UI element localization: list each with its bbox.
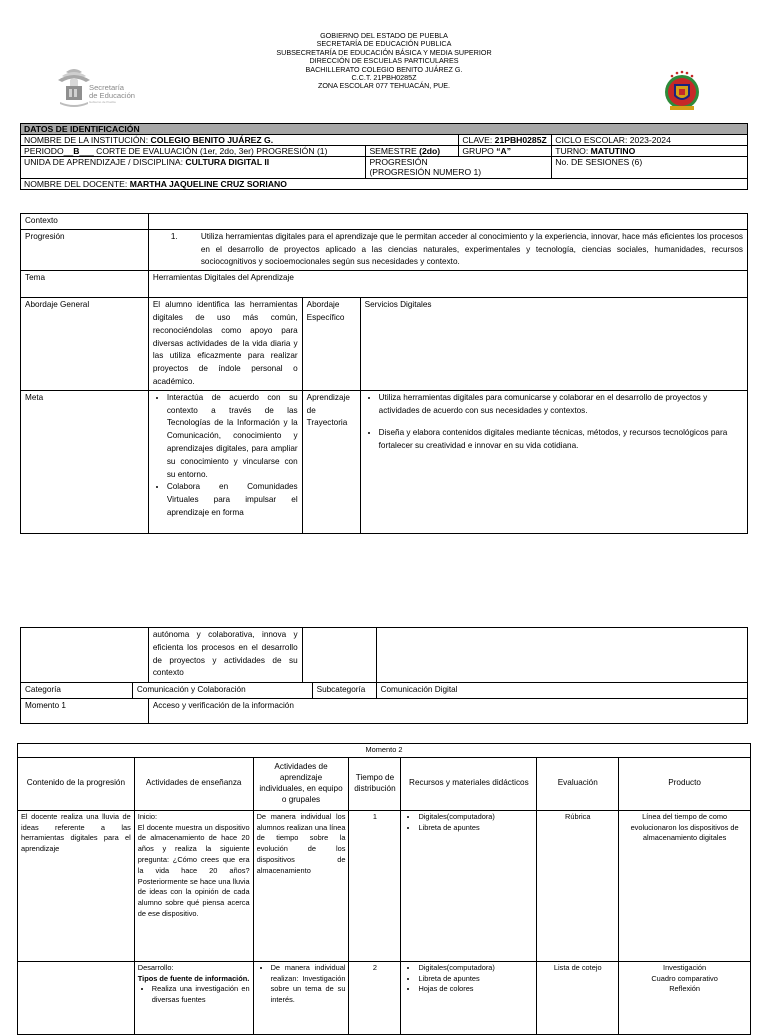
categoria-value: Comunicación y Colaboración	[132, 683, 312, 699]
subcategoria-label: Subcategoría	[312, 683, 376, 699]
grupo-cell: GRUPO “A”	[459, 146, 552, 157]
school-crest-icon	[660, 68, 704, 112]
context-table	[20, 213, 748, 534]
periodo-cell: PERIODO__B___ CORTE DE EVALUACIÓN (1er, 2do, 3er) PROGRESIÓN (1)	[21, 146, 366, 157]
header-line: ZONA ESCOLAR 077 TEHUACÁN, PUE.	[317, 81, 451, 91]
header-line: SUBSECRETARÍA DE EDUCACIÓN BÁSICA Y MEDIA SUPERIOR	[276, 47, 492, 57]
meta-continued: autónoma y colaborativa, innova y eficienta los procesos en el desarrollo de proyectos y actividades de su contexto	[148, 628, 302, 683]
col-header: Contenido de la progresión	[18, 757, 135, 810]
recursos-cell	[401, 961, 537, 1034]
ensenanza-cell: Desarrollo: Tipos de fuente de información. • Realiza una investigación en diversas fuentes	[134, 961, 253, 1034]
logo-subtext: Gobierno de Puebla	[89, 100, 116, 104]
tema-label: Tema	[21, 271, 149, 298]
header-line: C.C.T. 21PBH0285Z	[351, 73, 417, 83]
trayectoria-label: Aprendizaje de Trayectoria	[302, 390, 360, 533]
semestre-cell: SEMESTRE (2do)	[366, 146, 459, 157]
col-header: Actividades de enseñanza	[134, 757, 253, 810]
momento1-value: Acceso y verificación de la información	[148, 698, 747, 723]
header-line: SECRETARÍA DE EDUCACIÓN PUBLICA	[316, 39, 452, 49]
recursos-cell	[401, 810, 537, 961]
contexto-value	[148, 214, 747, 230]
producto-cell: Investigación Cuadro comparativo Reflexión	[619, 961, 751, 1034]
clave-cell: CLAVE: 21PBH0285Z	[459, 135, 552, 146]
secretaria-logo	[48, 64, 144, 110]
header-text	[200, 32, 568, 91]
momento1-label: Momento 1	[21, 698, 149, 723]
trayectoria-item: • Diseña y elabora contenidos digitales mediante técnicas, métodos, y recursos tecnológicos para fortalecer su creatividad e innovar en su vida cotidiana.	[379, 427, 743, 453]
abordaje-especifico-label: Abordaje Específico	[302, 298, 360, 391]
tiempo-cell: 2	[349, 961, 401, 1034]
progresion-text: 1. Utiliza herramientas digitales para el aprendizaje que le permitan acceder al conocimiento y la experiencia, innovar, hace más eficientes los procesos en el desarrollo de proyectos aplicado a las ciencias naturales, experimentales y tecnología, ciencias sociales, humanidades, recursos sociocognitivos y socioemocionales según sus necesidades y contexto.	[148, 229, 747, 270]
contenido-cell: El docente realiza una lluvia de ideas referente a las herramientas digitales para el aprendizaje	[18, 810, 135, 961]
school-crest	[660, 68, 704, 112]
tiempo-cell: 1	[349, 810, 401, 961]
turno-cell: TURNO: MATUTINO	[552, 146, 748, 157]
ciclo-cell: CICLO ESCOLAR: 2023-2024	[552, 135, 748, 146]
progresion-cell: PROGRESIÓN (PROGRESIÓN NUMERO 1)	[366, 157, 552, 179]
meta-label: Meta	[21, 390, 149, 533]
momento2-table	[17, 743, 751, 1035]
ensenanza-cell: Inicio: El docente muestra un dispositivo de almacenamiento de hace 20 años y realiza la siguiente pregunta: ¿Cómo crees que era la vida hace 20 años? Posteriormente se hace una lluvia de ideas con la opinión de cada alumno sobre qué piensa acerca de ese dispositivo.	[134, 810, 253, 961]
logo-text: Secretaría	[89, 83, 125, 92]
contexto-label: Contexto	[21, 214, 149, 230]
col-header: Evaluación	[537, 757, 619, 810]
institucion-cell: NOMBRE DE LA INSTITUCIÓN: COLEGIO BENITO JUÁREZ G.	[21, 135, 459, 146]
header-line: BACHILLERATO COLEGIO BENITO JUÁREZ G.	[305, 64, 463, 74]
aprendizaje-cell: • De manera individual realizan: Investigación sobre un tema de su interés.	[253, 961, 349, 1034]
abordaje-especifico-value: Servicios Digitales	[360, 298, 747, 391]
recurso-item: • Libreta de apuntes	[418, 974, 533, 985]
header-line: GOBIERNO DEL ESTADO DE PUEBLA	[320, 31, 448, 40]
abordaje-general-label: Abordaje General	[21, 298, 149, 391]
momento2-title: Momento 2	[18, 744, 751, 758]
aprendizaje-cell: De manera individual los alumnos realizan una línea de tiempo sobre la evolución de los dispositivos de almacenamiento	[253, 810, 349, 961]
col-header: Tiempo de distribución	[349, 757, 401, 810]
meta-item: • Interactúa de acuerdo con su contexto a través de las Tecnologías de la Información y la Comunicación, conocimiento y aprendizajes digitales, para ampliar su conocimiento y vincularse con su entorno.	[167, 392, 298, 482]
abordaje-general-text: El alumno identifica las herramientas digitales de uso más común, reconociéndolas como apoyo para diversas actividades de la vida diaria y las utiliza eficazmente para realizar proyectos de índole personal o académico.	[148, 298, 302, 391]
logo-text: de Educación	[89, 91, 136, 100]
recurso-item: • Hojas de colores	[418, 984, 533, 995]
meta-item: • Colabora en Comunidades Virtuales para impulsar el aprendizaje en forma	[167, 481, 298, 519]
docente-cell: NOMBRE DEL DOCENTE: MARTHA JAQUELINE CRUZ SORIANO	[21, 179, 748, 190]
ident-title: DATOS DE IDENTIFICACIÓN	[21, 124, 748, 135]
recurso-item: • Libreta de apuntes	[418, 823, 533, 834]
producto-cell: Línea del tiempo de como evolucionaron los dispositivos de almacenamiento digitales	[619, 810, 751, 961]
meta-list	[148, 390, 302, 533]
col-header: Recursos y materiales didácticos	[401, 757, 537, 810]
recurso-item: • Digitales(computadora)	[418, 812, 533, 823]
continued-table	[20, 627, 748, 724]
unidad-cell: UNIDA DE APRENDIZAJE / DISCIPLINA: CULTURA DIGITAL II	[21, 157, 366, 179]
evaluacion-cell: Lista de cotejo	[537, 961, 619, 1034]
progresion-label: Progresión	[21, 229, 149, 270]
header-line: DIRECCIÓN DE ESCUELAS PARTICULARES	[309, 56, 459, 66]
categoria-label: Categoría	[21, 683, 133, 699]
sesiones-cell: No. DE SESIONES (6)	[552, 157, 748, 179]
trayectoria-item: • Utiliza herramientas digitales para comunicarse y colaborar en el desarrollo de proyectos y actividades de acuerdo con sus necesidades y contextos.	[379, 392, 743, 418]
col-header: Actividades de aprendizaje individuales, en equipo o grupales	[253, 757, 349, 810]
identification-table	[20, 123, 748, 190]
recurso-item: • Digitales(computadora)	[418, 963, 533, 974]
subcategoria-value: Comunicación Digital	[376, 683, 747, 699]
trayectoria-list	[360, 390, 747, 533]
tema-value: Herramientas Digitales del Aprendizaje	[148, 271, 747, 298]
evaluacion-cell: Rúbrica	[537, 810, 619, 961]
col-header: Producto	[619, 757, 751, 810]
